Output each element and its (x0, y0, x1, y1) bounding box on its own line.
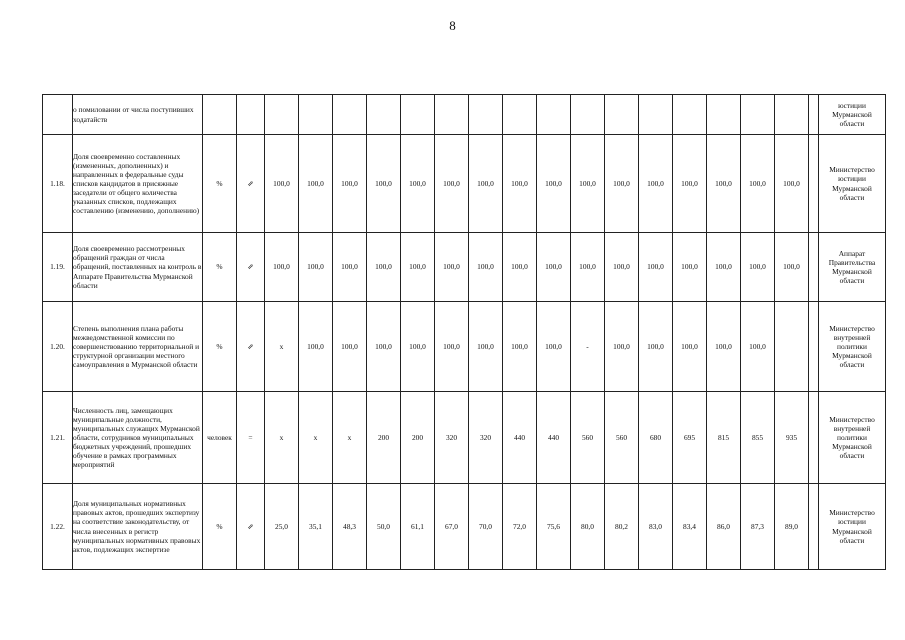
indicator-value: 100,0 (333, 135, 367, 233)
indicator-value: 320 (435, 392, 469, 484)
indicator-value: 200 (367, 392, 401, 484)
indicator-value: 70,0 (469, 484, 503, 570)
indicator-value (435, 95, 469, 135)
indicator-value (469, 95, 503, 135)
indicator-description: Доля муниципальных нормативных правовых актов, прошедших экспертизу на соответствие законодательству, от числа внесенных в регистр муниципальных нормативных правовых актов, подлежащих экспертизе (73, 484, 203, 570)
indicator-value (809, 135, 819, 233)
indicator-value (809, 233, 819, 302)
table-row (43, 392, 886, 484)
indicator-value: 50,0 (367, 484, 401, 570)
indicators-table (42, 94, 886, 570)
indicator-value (401, 95, 435, 135)
indicator-value: 100,0 (299, 135, 333, 233)
table-row (43, 302, 886, 392)
indicator-value (605, 95, 639, 135)
indicator-value: 935 (775, 392, 809, 484)
indicator-value: 100,0 (469, 302, 503, 392)
indicator-value: 100,0 (605, 135, 639, 233)
indicator-value: 560 (571, 392, 605, 484)
page-number: 8 (449, 18, 456, 33)
indicator-value: 100,0 (741, 135, 775, 233)
indicator-value: 100,0 (435, 302, 469, 392)
indicator-value: 100,0 (469, 233, 503, 302)
indicator-value (809, 95, 819, 135)
indicator-value: 100,0 (401, 135, 435, 233)
indicator-value: 67,0 (435, 484, 469, 570)
indicator-value: 100,0 (673, 233, 707, 302)
indicator-value: x (265, 392, 299, 484)
indicator-value: 61,1 (401, 484, 435, 570)
indicator-value: 100,0 (435, 135, 469, 233)
indicator-value: 100,0 (741, 233, 775, 302)
unit-of-measure: человек (203, 392, 237, 484)
indicator-value: 100,0 (605, 233, 639, 302)
indicator-value: 200 (401, 392, 435, 484)
row-number: 1.21. (43, 392, 73, 484)
indicator-value: x (265, 302, 299, 392)
table-row (43, 484, 886, 570)
indicator-value: 100,0 (435, 233, 469, 302)
indicator-value: 100,0 (299, 233, 333, 302)
indicator-value: 25,0 (265, 484, 299, 570)
indicator-value: 72,0 (503, 484, 537, 570)
indicator-description: Доля своевременно рассмотренных обращений граждан от числа обращений, поставленных на контроль в Аппарате Правительства Мурманской области (73, 233, 203, 302)
indicator-value (571, 95, 605, 135)
indicator-value: 320 (469, 392, 503, 484)
indicator-value: 80,0 (571, 484, 605, 570)
indicator-description: о помиловании от числа поступивших ходатайств (73, 95, 203, 135)
indicator-value: 100,0 (367, 302, 401, 392)
indicator-value: 100,0 (741, 302, 775, 392)
indicator-value (639, 95, 673, 135)
responsible-body: Министерство внутренней политики Мурманской области (819, 392, 886, 484)
indicator-value: 100,0 (707, 302, 741, 392)
row-number: 1.19. (43, 233, 73, 302)
indicator-value: 680 (639, 392, 673, 484)
unit-of-measure: % (203, 233, 237, 302)
indicator-value: 100,0 (367, 233, 401, 302)
indicator-value: 89,0 (775, 484, 809, 570)
row-number: 1.20. (43, 302, 73, 392)
indicator-value: 83,0 (639, 484, 673, 570)
indicator-value: 100,0 (333, 233, 367, 302)
indicator-value: 815 (707, 392, 741, 484)
indicator-value: 100,0 (639, 233, 673, 302)
indicator-value: 100,0 (707, 233, 741, 302)
indicator-value: 100,0 (775, 135, 809, 233)
indicator-value: 695 (673, 392, 707, 484)
table-row (43, 233, 886, 302)
indicator-value (809, 392, 819, 484)
indicator-value: 83,4 (673, 484, 707, 570)
indicator-value: 100,0 (333, 302, 367, 392)
responsible-body: юстиции Мурманской области (819, 95, 886, 135)
indicator-value: x (299, 392, 333, 484)
indicator-value: 855 (741, 392, 775, 484)
indicator-value: 100,0 (537, 233, 571, 302)
indicator-value: 48,3 (333, 484, 367, 570)
indicator-value: 440 (537, 392, 571, 484)
indicator-value: 560 (605, 392, 639, 484)
indicator-value: 440 (503, 392, 537, 484)
indicator-value: 100,0 (503, 302, 537, 392)
table-row (43, 135, 886, 233)
indicator-value: 100,0 (571, 233, 605, 302)
indicator-value: 100,0 (265, 233, 299, 302)
indicator-value: 80,2 (605, 484, 639, 570)
unit-of-measure: % (203, 135, 237, 233)
indicator-value (299, 95, 333, 135)
indicator-value: 100,0 (537, 302, 571, 392)
indicator-value (673, 95, 707, 135)
trend-direction: ⇗ (237, 484, 265, 570)
indicator-value: 100,0 (367, 135, 401, 233)
trend-direction: ⇗ (237, 135, 265, 233)
responsible-body: Аппарат Правительства Мурманской области (819, 233, 886, 302)
indicator-value: 100,0 (265, 135, 299, 233)
trend-direction: ⇗ (237, 302, 265, 392)
indicator-value: 100,0 (401, 302, 435, 392)
indicator-value (707, 95, 741, 135)
row-number (43, 95, 73, 135)
indicator-description: Численность лиц, замещающих муниципальные должности, муниципальных служащих Мурманской области, сотрудников муниципальных бюджетных учреждений, прошедших обучение в рамках программных мероприятий (73, 392, 203, 484)
indicator-value: 75,6 (537, 484, 571, 570)
indicator-value: 100,0 (639, 302, 673, 392)
indicator-value: 100,0 (469, 135, 503, 233)
unit-of-measure (203, 95, 237, 135)
indicator-value (537, 95, 571, 135)
trend-direction: ⇗ (237, 233, 265, 302)
indicator-value (741, 95, 775, 135)
indicator-value: 100,0 (605, 302, 639, 392)
unit-of-measure: % (203, 484, 237, 570)
indicator-value: 100,0 (401, 233, 435, 302)
indicator-value: 100,0 (707, 135, 741, 233)
indicator-value (809, 302, 819, 392)
responsible-body: Министерство юстиции Мурманской области (819, 484, 886, 570)
indicator-description: Доля своевременно составленных (измененных, дополненных) и направленных в федеральные суды списков кандидатов в присяжные заседатели от общего количества указанных списков, подлежащих составлению (изменению, дополнению) (73, 135, 203, 233)
indicator-value (333, 95, 367, 135)
indicator-value: 100,0 (639, 135, 673, 233)
indicator-value: 86,0 (707, 484, 741, 570)
responsible-body: Министерство юстиции Мурманской области (819, 135, 886, 233)
indicator-value (367, 95, 401, 135)
indicator-value (503, 95, 537, 135)
indicator-value: 100,0 (571, 135, 605, 233)
indicator-value: 100,0 (503, 135, 537, 233)
responsible-body: Министерство внутренней политики Мурманской области (819, 302, 886, 392)
indicator-value (775, 302, 809, 392)
indicator-value: 100,0 (503, 233, 537, 302)
trend-direction: = (237, 392, 265, 484)
indicator-value: x (333, 392, 367, 484)
indicator-value (809, 484, 819, 570)
trend-direction (237, 95, 265, 135)
indicator-value: 100,0 (537, 135, 571, 233)
indicator-value: 100,0 (775, 233, 809, 302)
row-number: 1.18. (43, 135, 73, 233)
indicator-description: Степень выполнения плана работы межведомственной комиссии по совершенствованию территориальной и структурной организации местного самоуправления в Мурманской области (73, 302, 203, 392)
indicator-value: 87,3 (741, 484, 775, 570)
indicator-value: 100,0 (673, 302, 707, 392)
indicator-value (775, 95, 809, 135)
indicator-value: 35,1 (299, 484, 333, 570)
indicator-value (265, 95, 299, 135)
indicator-value: 100,0 (299, 302, 333, 392)
unit-of-measure: % (203, 302, 237, 392)
row-number: 1.22. (43, 484, 73, 570)
indicator-value: 100,0 (673, 135, 707, 233)
table-row (43, 95, 886, 135)
indicator-value: - (571, 302, 605, 392)
